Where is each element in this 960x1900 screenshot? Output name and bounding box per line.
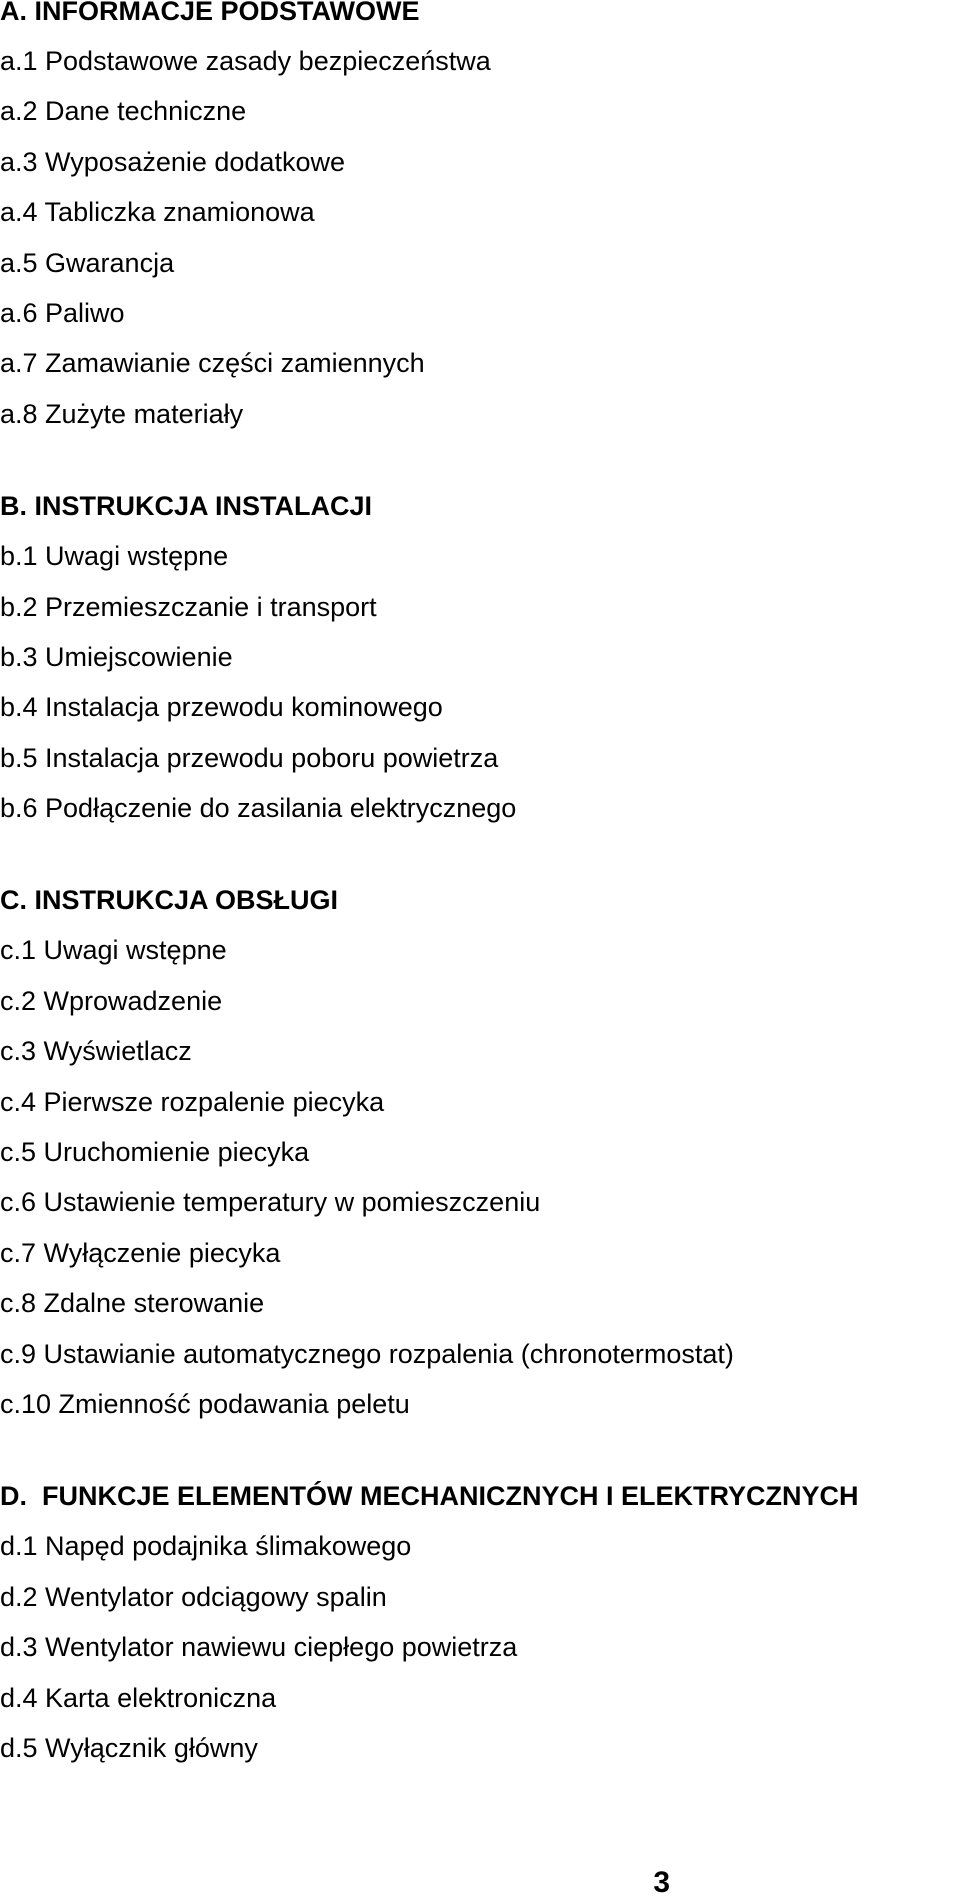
- toc-entry: a.6 Paliwo: [0, 297, 125, 328]
- toc-entry: d.5 Wyłącznik główny: [0, 1732, 258, 1763]
- toc-entry: c.6 Ustawienie temperatury w pomieszczeniu: [0, 1187, 541, 1218]
- toc-entry: c.10 Zmienność podawania peletu: [0, 1388, 410, 1419]
- toc-entry: d.2 Wentylator odciągowy spalin: [0, 1581, 387, 1612]
- toc-entry: b.5 Instalacja przewodu poboru powietrza: [0, 742, 499, 773]
- toc-entry: b.3 Umiejscowienie: [0, 641, 233, 672]
- toc-entry: c.1 Uwagi wstępne: [0, 935, 227, 966]
- toc-entry: c.5 Uruchomienie piecyka: [0, 1137, 310, 1168]
- toc-entry: a.4 Tabliczka znamionowa: [0, 197, 315, 228]
- toc-entry: a.1 Podstawowe zasady bezpieczeństwa: [0, 46, 491, 76]
- toc-entry: a.8 Zużyte materiały: [0, 398, 244, 429]
- toc-entry: c.7 Wyłączenie piecyka: [0, 1237, 281, 1268]
- toc-entry: c.4 Pierwsze rozpalenie piecyka: [0, 1086, 385, 1117]
- toc-entry: c.8 Zdalne sterowanie: [0, 1288, 265, 1319]
- toc-section-b: [0, 481, 960, 833]
- toc-section-d: [0, 1471, 960, 1773]
- toc-entry: b.2 Przemieszczanie i transport: [0, 591, 377, 622]
- section-heading: C. INSTRUKCJA OBSŁUGI: [0, 885, 339, 916]
- toc-entry: b.1 Uwagi wstępne: [0, 541, 229, 572]
- toc-entry: a.5 Gwarancja: [0, 247, 175, 278]
- toc-entry: c.3 Wyświetlacz: [0, 1036, 192, 1067]
- toc-entry: a.7 Zamawianie części zamiennych: [0, 348, 425, 379]
- section-heading: B. INSTRUKCJA INSTALACJI: [0, 491, 373, 522]
- toc-section-c: [0, 875, 960, 1429]
- toc-entry: a.2 Dane techniczne: [0, 96, 247, 127]
- section-heading: A. INFORMACJE PODSTAWOWE: [0, 0, 420, 26]
- toc-entry: a.3 Wyposażenie dodatkowe: [0, 146, 345, 177]
- section-heading: D. FUNKCJE ELEMENTÓW MECHANICZNYCH I ELEKTRYCZNYCH: [0, 1481, 859, 1512]
- toc-entry: d.1 Napęd podajnika ślimakowego: [0, 1531, 412, 1562]
- toc-entry: b.6 Podłączenie do zasilania elektrycznego: [0, 793, 517, 824]
- page-number: 3: [653, 1866, 670, 1899]
- toc-entry: c.9 Ustawianie automatycznego rozpalenia (chronotermostat): [0, 1338, 734, 1369]
- toc-entry: d.4 Karta elektroniczna: [0, 1682, 277, 1713]
- toc-entry: d.3 Wentylator nawiewu ciepłego powietrza: [0, 1632, 518, 1663]
- toc-entry: c.2 Wprowadzenie: [0, 985, 223, 1016]
- toc-entry: b.4 Instalacja przewodu kominowego: [0, 692, 443, 723]
- toc-section-a: [0, 0, 960, 439]
